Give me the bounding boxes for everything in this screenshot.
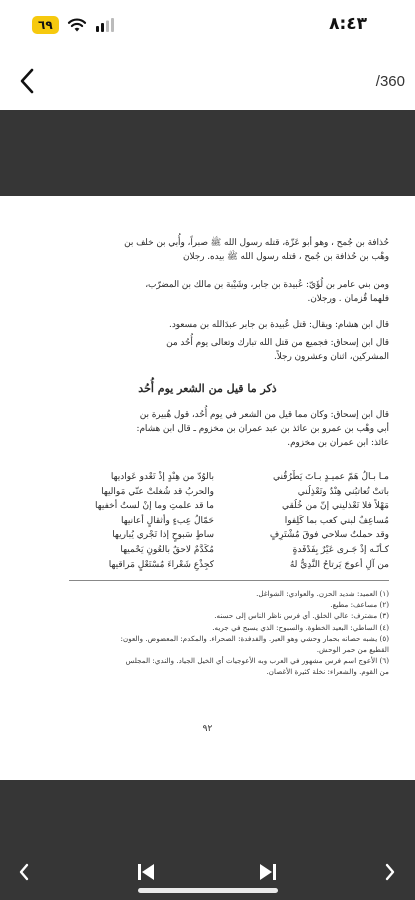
footnote-divider [69,580,389,581]
poem-verse: مـا بـالُ هَمّ عميـدٍ بـاتَ يَطْرُقُني بالوُدّ من هِنْدٍ إذْ تَعْدو عَواديها [110,472,389,482]
poem [44,470,389,572]
wifi-icon [67,17,87,33]
paragraph-4: قال ابن إسحاق: فجميع من قتل الله تبارك وتعالى يوم أُحُد من المشركين، اثنان وعشرون رجلاً. [166,338,389,362]
footnotes: (١) العميد: شديد الحزن. والعوادي: الشواغل. (٢) مساعف: مطيع. (٣) مشترف: عالي الخلق. أي فرس ناظر الناس إلى حسنه. (٤) الساطي: البعيد الخطوة. والسبوح: الذي يسبح في جريه. (٥) يشبه حصانه بحمار وحشي وهو العير. والفدفدة: الصحراء. والمكدم: المعضوض. والعون: القطيع من حمر الوحش. (٦) الأعوج اسم فرس مشهور في العرب وبه الأعوجيات أي الخيل الجياد. والندي: المجلس من القوم. والشعراء: نخلة كثيرة الأغصان. [120,589,389,677]
reader-header [0,56,415,110]
battery-indicator: ٦٩ [32,16,59,34]
chevron-left-icon [19,863,29,881]
top-margin [0,110,415,196]
status-bar [0,0,415,56]
page-number: ٩٢ [202,724,213,734]
status-icons [32,16,115,34]
paragraph-2: ومن بني عامر بن لُؤَيّ: عُبيدة بن جابر، وشَيْبة بن مالك بن المضرّب، فلهما قُزمان . ورجلان. [145,280,389,304]
paragraph-5: قال ابن إسحاق: وكان مما قيل من الشعر في يوم أُحُد، قول هُبيرة بن أبي وهْب بن عمرو بن عائذ بن عبد عمران بن مخزوم ـ قال ابن هشام: عائذ: ابن عمران بن مخزوم. [136,410,389,448]
previous-page-button[interactable] [10,858,38,886]
poem-verse: مُساعِفٌ لبني كعب بما كَلِفوا حَمّالُ عِبءٍ وأثقالٍ أُعانيها [121,515,389,526]
next-page-button[interactable] [376,858,404,886]
back-button[interactable] [12,66,42,96]
bottom-navigation [0,852,415,892]
page-count: /360 [375,73,405,90]
home-indicator [138,888,278,893]
poem-verse: مَهْلاً فلا تَعْذليني إنّ من خُلُقي ما قد علمتِ وما إنْ لستُ أُخفيها [95,501,389,512]
signal-icon [95,18,115,32]
paragraph-3: قال ابن هشام: ويقال: قتل عُبيدة بن جابر عبدَالله بن مسعود. [169,320,389,330]
first-page-button[interactable] [132,858,160,886]
skip-last-icon [258,862,278,882]
paragraph-1: حُذافة بن جُمح ، وهو أبو عَزّة، قتله رسول الله ﷺ صبراً، وأُبي بن خلف بن وهْب بن حُذافة بن جُمح ، قتله رسول الله ﷺ بيده. رجلان [124,238,389,262]
poem-verse: وقد حملتُ سلاحي فوقَ مُشْتَرِفٍ ساطٍ سَبوحٍ إذا تَجْري يُباريها [112,530,389,541]
poem-verse: من آلِ أعوجَ يَرتاحُ النَّدِيُّ لهُ كجِذْعِ شَعْراءَ مُسْتَعْلٍ مَراقيها [108,559,389,570]
poem-verse: باتتْ تُعاتبُني هِنْدٌ وتَعْذِلُني والحربُ قد شُغلتْ عنّي مَواليها [101,486,389,497]
book-page [0,196,415,780]
chevron-right-icon [385,863,395,881]
last-page-button[interactable] [254,858,282,886]
section-heading: ذكر ما قيل من الشعر يوم أُحُد [138,382,277,395]
chevron-left-icon [19,68,35,94]
poem-verse: كـأنّـه إذْ جَـرى عَيْرٌ بِفَدْفَدةٍ مُكَدَّمٌ لاحقٌ بالعُونِ يَحْميها [120,544,389,555]
skip-first-icon [136,862,156,882]
status-time: ٨:٤٣ [329,14,367,34]
